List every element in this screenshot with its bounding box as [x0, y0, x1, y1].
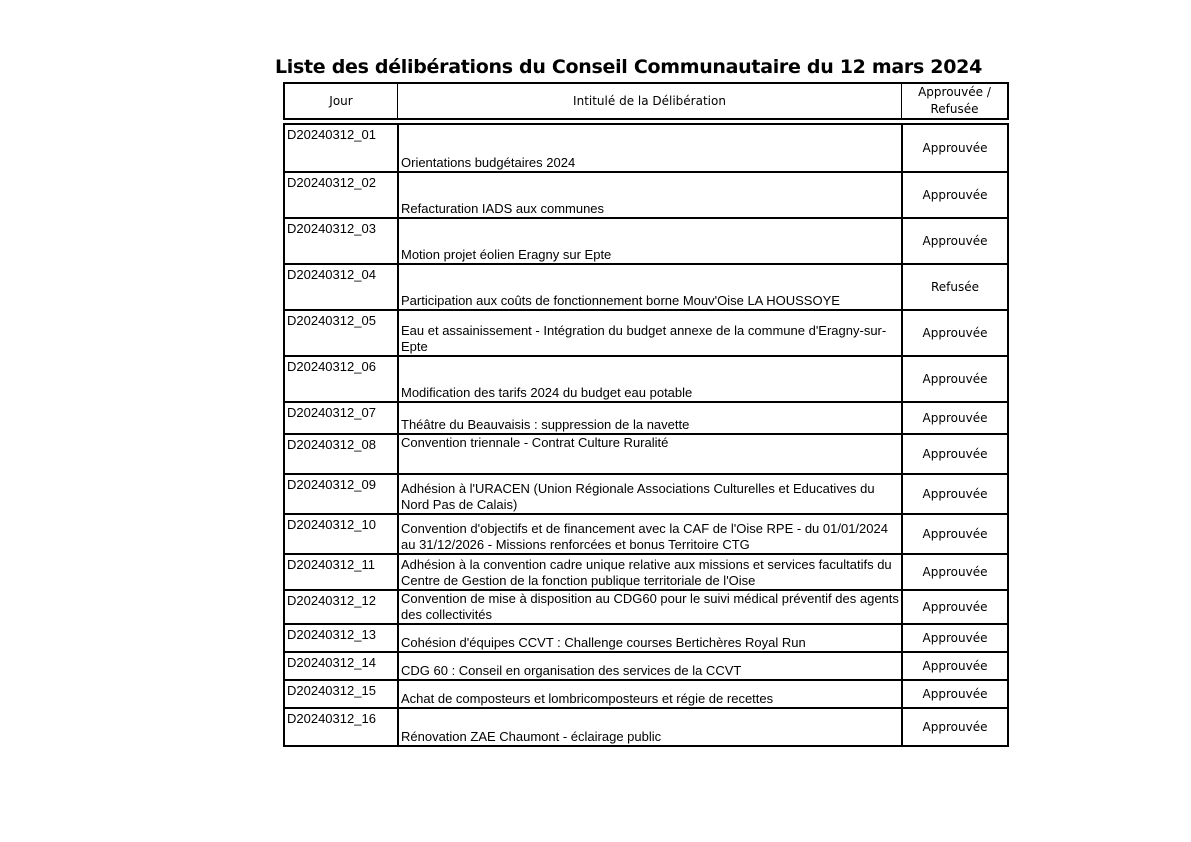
deliberation-status: Approuvée — [902, 555, 1007, 589]
header-statut — [902, 84, 1007, 118]
header-statut-line2: Refusée — [930, 102, 979, 116]
deliberation-title — [398, 125, 902, 171]
deliberation-title — [398, 475, 902, 513]
table-row — [285, 401, 1007, 433]
deliberation-title — [398, 403, 902, 433]
deliberation-title-text: CDG 60 : Conseil en organisation des services de la CCVT — [401, 663, 742, 678]
deliberation-status: Approuvée — [902, 403, 1007, 433]
table-row — [285, 623, 1007, 651]
deliberation-title-text: Convention triennale - Contrat Culture Ruralité — [401, 435, 669, 450]
deliberation-title — [398, 265, 902, 309]
deliberation-title-text: Adhésion à la convention cadre unique relative aux missions et services facultatifs du Centre de Gestion de la fonction publique territoriale de l'Oise — [401, 557, 892, 588]
deliberation-id: D20240312_12 — [285, 591, 398, 623]
deliberation-status: Approuvée — [902, 681, 1007, 707]
table-row — [285, 513, 1007, 553]
deliberation-id: D20240312_01 — [285, 125, 398, 171]
table-row — [285, 707, 1007, 745]
table-body — [283, 123, 1009, 747]
table-row — [285, 263, 1007, 309]
deliberation-title-text: Achat de composteurs et lombricomposteurs et régie de recettes — [401, 691, 774, 706]
header-statut-line1: Approuvée / — [918, 85, 991, 99]
deliberation-title — [398, 515, 902, 553]
deliberation-status: Approuvée — [902, 311, 1007, 355]
deliberation-status: Approuvée — [902, 475, 1007, 513]
deliberation-title-text: Orientations budgétaires 2024 — [401, 155, 576, 170]
deliberation-status: Approuvée — [902, 709, 1007, 745]
deliberation-id: D20240312_06 — [285, 357, 398, 401]
deliberation-id: D20240312_07 — [285, 403, 398, 433]
deliberation-title — [398, 219, 902, 263]
deliberation-status: Approuvée — [902, 219, 1007, 263]
table-row — [285, 553, 1007, 589]
deliberation-status: Approuvée — [902, 435, 1007, 473]
deliberation-status: Approuvée — [902, 357, 1007, 401]
deliberation-id: D20240312_08 — [285, 435, 398, 473]
deliberation-title-text: Théâtre du Beauvaisis : suppression de la navette — [401, 417, 690, 432]
deliberation-status: Refusée — [902, 265, 1007, 309]
deliberation-title — [398, 311, 902, 355]
deliberation-id: D20240312_10 — [285, 515, 398, 553]
table-row — [285, 589, 1007, 623]
deliberation-id: D20240312_04 — [285, 265, 398, 309]
deliberation-id: D20240312_05 — [285, 311, 398, 355]
deliberation-title-text: Modification des tarifs 2024 du budget eau potable — [401, 385, 693, 400]
deliberation-status: Approuvée — [902, 515, 1007, 553]
deliberation-status: Approuvée — [902, 653, 1007, 679]
deliberation-id: D20240312_02 — [285, 173, 398, 217]
deliberation-status: Approuvée — [902, 625, 1007, 651]
table-row — [285, 171, 1007, 217]
deliberation-id: D20240312_13 — [285, 625, 398, 651]
table-row — [285, 309, 1007, 355]
deliberation-title-text: Cohésion d'équipes CCVT : Challenge courses Bertichères Royal Run — [401, 635, 806, 650]
deliberation-id: D20240312_14 — [285, 653, 398, 679]
deliberation-status: Approuvée — [902, 591, 1007, 623]
deliberation-title-text: Motion projet éolien Eragny sur Epte — [401, 247, 612, 262]
deliberation-title-text: Convention d'objectifs et de financement avec la CAF de l'Oise RPE - du 01/01/2024 au 31/12/2026 - Missions renforcées et bonus Territoire CTG — [401, 521, 888, 552]
deliberation-title-text: Refacturation IADS aux communes — [401, 201, 605, 216]
deliberation-title — [398, 709, 902, 745]
table-row — [285, 473, 1007, 513]
deliberation-title-text: Rénovation ZAE Chaumont - éclairage public — [401, 729, 662, 744]
deliberation-title-text: Adhésion à l'URACEN (Union Régionale Associations Culturelles et Educatives du Nord Pas de Calais) — [401, 481, 875, 512]
table-row — [285, 125, 1007, 171]
deliberation-status: Approuvée — [902, 173, 1007, 217]
deliberation-id: D20240312_15 — [285, 681, 398, 707]
deliberation-title — [398, 173, 902, 217]
table-row — [285, 433, 1007, 473]
table-header-row — [283, 82, 1009, 120]
deliberation-title — [398, 555, 902, 589]
deliberations-table — [283, 82, 1009, 747]
deliberation-title — [398, 435, 902, 473]
header-intitule: Intitulé de la Délibération — [398, 84, 902, 118]
page-title: Liste des délibérations du Conseil Communautaire du 12 mars 2024 — [275, 56, 982, 78]
deliberation-title — [398, 357, 902, 401]
deliberation-status: Approuvée — [902, 125, 1007, 171]
table-row — [285, 679, 1007, 707]
table-row — [285, 355, 1007, 401]
deliberation-id: D20240312_03 — [285, 219, 398, 263]
deliberation-title-text: Participation aux coûts de fonctionnement borne Mouv'Oise LA HOUSSOYE — [401, 293, 840, 308]
deliberation-title — [398, 591, 902, 623]
deliberation-id: D20240312_11 — [285, 555, 398, 589]
deliberation-title — [398, 681, 902, 707]
table-row — [285, 651, 1007, 679]
deliberation-title-text: Eau et assainissement - Intégration du budget annexe de la commune d'Eragny-sur-Epte — [401, 323, 887, 354]
deliberation-id: D20240312_16 — [285, 709, 398, 745]
deliberation-title — [398, 653, 902, 679]
header-jour: Jour — [285, 84, 398, 118]
deliberation-title-text: Convention de mise à disposition au CDG60 pour le suivi médical préventif des agents des collectivités — [401, 591, 899, 622]
table-row — [285, 217, 1007, 263]
deliberation-id: D20240312_09 — [285, 475, 398, 513]
deliberation-title — [398, 625, 902, 651]
